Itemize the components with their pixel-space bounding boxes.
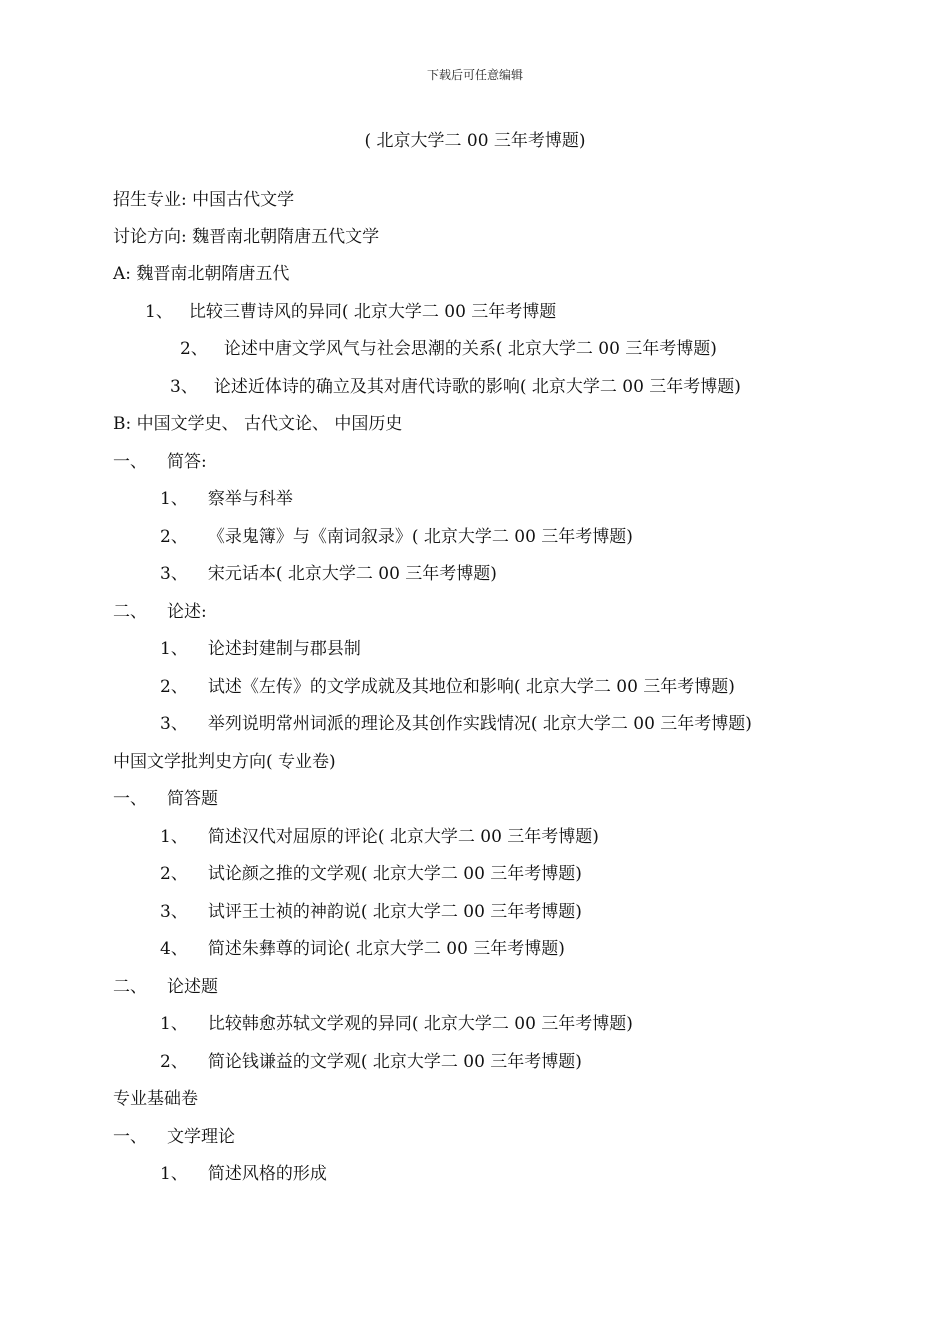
item-text: 比较韩愈苏轼文学观的异同( 北京大学二 00 三年考博题) bbox=[207, 1014, 633, 1034]
part-number: 一、 bbox=[113, 1127, 147, 1147]
item-text: 简论钱谦益的文学观( 北京大学二 00 三年考博题) bbox=[207, 1052, 582, 1072]
list-item bbox=[160, 1051, 582, 1073]
item-text: 论述中唐文学风气与社会思潮的关系( 北京大学二 00 三年考博题) bbox=[223, 339, 717, 359]
item-text: 试评王士祯的神韵说( 北京大学二 00 三年考博题) bbox=[207, 902, 582, 922]
list-item bbox=[160, 676, 735, 698]
item-number: 1、 bbox=[160, 639, 188, 659]
list-item bbox=[160, 938, 565, 960]
item-number: 2、 bbox=[160, 677, 188, 697]
list-item bbox=[160, 1163, 327, 1185]
part-heading bbox=[113, 976, 218, 998]
item-number: 1、 bbox=[160, 1164, 188, 1184]
list-item bbox=[160, 1013, 633, 1035]
item-text: 比较三曹诗风的异同( 北京大学二 00 三年考博题 bbox=[188, 302, 557, 322]
item-number: 2、 bbox=[160, 864, 188, 884]
major-line: 招生专业: 中国古代文学 bbox=[113, 190, 295, 210]
part-number: 一、 bbox=[113, 789, 147, 809]
item-text: 简述风格的形成 bbox=[207, 1164, 327, 1184]
item-number: 2、 bbox=[180, 339, 208, 359]
foundation-heading: 专业基础卷 bbox=[113, 1089, 198, 1109]
section-b-heading: B: 中国文学史、 古代文论、 中国历史 bbox=[113, 414, 403, 434]
part-heading bbox=[113, 451, 207, 473]
part-heading bbox=[113, 1126, 235, 1148]
list-item bbox=[160, 488, 293, 510]
item-number: 1、 bbox=[160, 489, 188, 509]
item-number: 2、 bbox=[160, 527, 188, 547]
part-number: 二、 bbox=[113, 977, 147, 997]
part-label: 文学理论 bbox=[167, 1127, 235, 1147]
list-item bbox=[160, 863, 582, 885]
item-text: 举列说明常州词派的理论及其创作实践情况( 北京大学二 00 三年考博题) bbox=[207, 714, 752, 734]
item-number: 1、 bbox=[160, 1014, 188, 1034]
item-number: 3、 bbox=[160, 902, 188, 922]
item-number: 1、 bbox=[160, 827, 188, 847]
item-number: 1、 bbox=[145, 302, 173, 322]
list-item bbox=[160, 526, 633, 548]
item-text: 察举与科举 bbox=[207, 489, 293, 509]
item-text: 简述汉代对屈原的评论( 北京大学二 00 三年考博题) bbox=[207, 827, 599, 847]
list-item bbox=[180, 338, 717, 360]
part-label: 简答题 bbox=[167, 789, 218, 809]
item-text: 论述封建制与郡县制 bbox=[207, 639, 361, 659]
list-item bbox=[170, 376, 741, 398]
part-label: 论述题 bbox=[167, 977, 218, 997]
item-text: 试述《左传》的文学成就及其地位和影响( 北京大学二 00 三年考博题) bbox=[207, 677, 735, 697]
list-item bbox=[160, 826, 599, 848]
part-heading bbox=[113, 601, 207, 623]
part-number: 一、 bbox=[113, 452, 147, 472]
item-text: 简述朱彝尊的词论( 北京大学二 00 三年考博题) bbox=[207, 939, 565, 959]
list-item bbox=[160, 713, 752, 735]
list-item bbox=[160, 901, 582, 923]
item-text: 论述近体诗的确立及其对唐代诗歌的影响( 北京大学二 00 三年考博题) bbox=[213, 377, 741, 397]
item-number: 4、 bbox=[160, 939, 188, 959]
item-number: 2、 bbox=[160, 1052, 188, 1072]
list-item bbox=[160, 563, 497, 585]
list-item bbox=[160, 638, 361, 660]
item-text: 试论颜之推的文学观( 北京大学二 00 三年考博题) bbox=[207, 864, 582, 884]
document-title: ( 北京大学二 00 三年考博题) bbox=[364, 131, 586, 151]
item-text: 《录鬼簿》与《南词叙录》( 北京大学二 00 三年考博题) bbox=[207, 527, 633, 547]
header-note: 下载后可任意编辑 bbox=[426, 68, 523, 82]
part-heading bbox=[113, 788, 218, 810]
part-label: 简答: bbox=[167, 452, 207, 472]
list-item bbox=[145, 301, 556, 323]
criticism-heading: 中国文学批判史方向( 专业卷) bbox=[113, 752, 336, 772]
part-label: 论述: bbox=[167, 602, 207, 622]
item-number: 3、 bbox=[160, 714, 188, 734]
item-number: 3、 bbox=[170, 377, 198, 397]
item-text: 宋元话本( 北京大学二 00 三年考博题) bbox=[207, 564, 497, 584]
part-number: 二、 bbox=[113, 602, 147, 622]
section-a-heading: A: 魏晋南北朝隋唐五代 bbox=[113, 264, 290, 284]
direction-line: 讨论方向: 魏晋南北朝隋唐五代文学 bbox=[113, 227, 380, 247]
item-number: 3、 bbox=[160, 564, 188, 584]
